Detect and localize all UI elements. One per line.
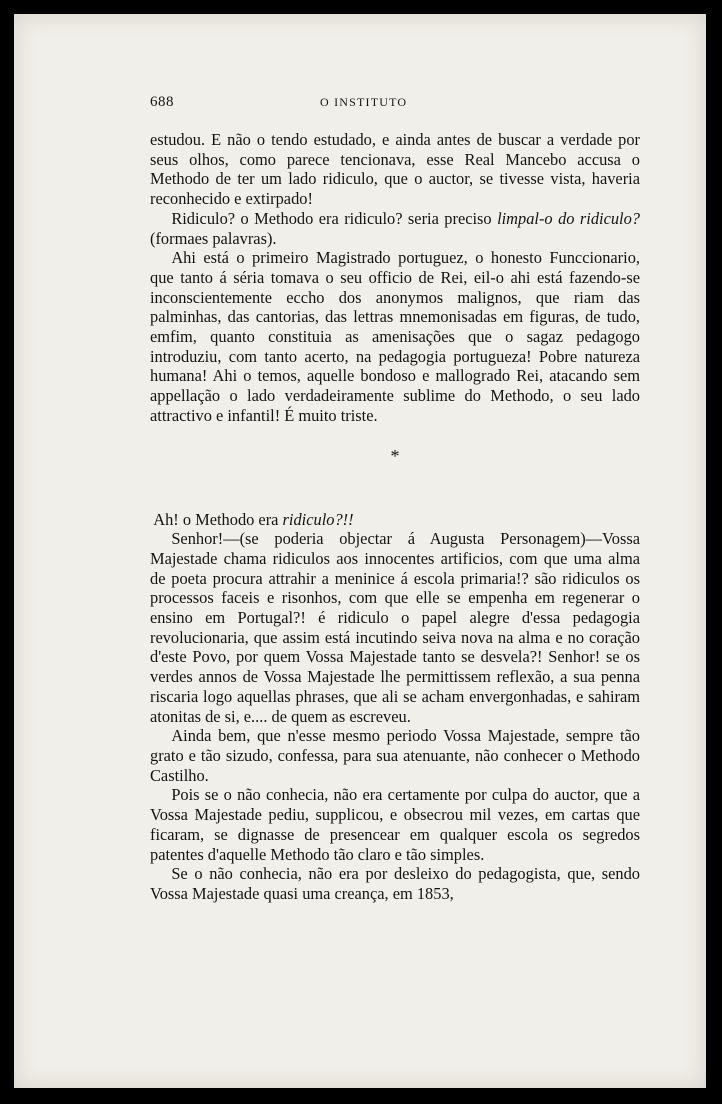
section-divider: *	[390, 445, 400, 466]
running-title: O INSTITUTO	[320, 95, 408, 109]
running-head	[150, 94, 640, 120]
paragraph: Pois se o não conhecia, não era certamente por culpa do auctor, que a Vossa Majestade pediu, supplicou, e obsecrou mil vezes, em cartas que ficaram, se dignasse de presencear em qualquer escola os segredos patentes d'aquelle Methodo tão claro e tão simples.	[150, 785, 640, 864]
paragraph: Ah! o Methodo era ridiculo?!!	[153, 509, 354, 529]
emphasis-text: limpal-o do ridiculo?	[497, 208, 640, 228]
paragraph: Se o não conhecia, não era por desleixo do pedagogista, que, sendo Vossa Majestade quasi uma creança, em 1853,	[150, 864, 640, 903]
section-one	[150, 130, 640, 426]
book-page	[14, 14, 706, 1088]
paragraph: Ahi está o primeiro Magistrado portuguez, o honesto Funccionario, que tanto á séria tomava o seu officio de Rei, eil-o ahi está fazendo-se inconscientemente eccho dos anonymos malignos, que riam das palminhas, das cantorias, das lettras mnemonisadas em figuras, de tudo, emfim, quanto constituia as amenisações que o sagaz pedagogo introduziu, com tanto acerto, na pedagogia portugueza! Pobre natureza humana! Ahi o temos, aquelle bondoso e mallogrado Rei, atacando sem appellação o lado verdadeiramente sublime do Methodo, o seu lado attractivo e infantil! É muito triste.	[150, 248, 640, 425]
emphasis-text: ridiculo?!!	[282, 509, 354, 529]
page-number: 688	[150, 94, 174, 110]
paragraph: Senhor!—(se poderia objectar á Augusta Personagem)—Vossa Majestade chama ridiculos aos innocentes artificios, com que uma alma de poeta procura attrahir a meninice á escola primaria!? são ridiculos os processos faceis e risonhos, com que elle se empenha em regenerar o ensino em Portugal?! é ridiculo o papel alegre d'essa pedagogia revolucionaria, que assim está incutindo seiva nova na alma e no coração d'este Povo, por quem Vossa Majestade tanto se desvela?! Senhor! se os verdes annos de Vossa Majestade lhe permittissem reflexão, a sua penna riscaria logo aquellas phrases, que ali se acham envergonhadas, e sahiram atonitas de si, e.... de quem as escreveu.	[150, 529, 640, 726]
paragraph: Ainda bem, que n'esse mesmo periodo Vossa Majestade, sempre tão grato e tão sizudo, confessa, para sua atenuante, não conhecer o Methodo Castilho.	[150, 726, 640, 785]
paragraph: estudou. E não o tendo estudado, e ainda antes de buscar a verdade por seus olhos, como parece tencionava, esse Real Mancebo accusa o Methodo de ter um lado ridiculo, que o auctor, se tivesse vista, haveria reconhecido e extirpado!	[150, 130, 640, 209]
text-block	[150, 94, 640, 904]
paragraph: Ridiculo? o Methodo era ridiculo? seria preciso limpal-o do ridiculo? (formaes palavras).	[150, 208, 640, 248]
section-two	[150, 510, 640, 904]
